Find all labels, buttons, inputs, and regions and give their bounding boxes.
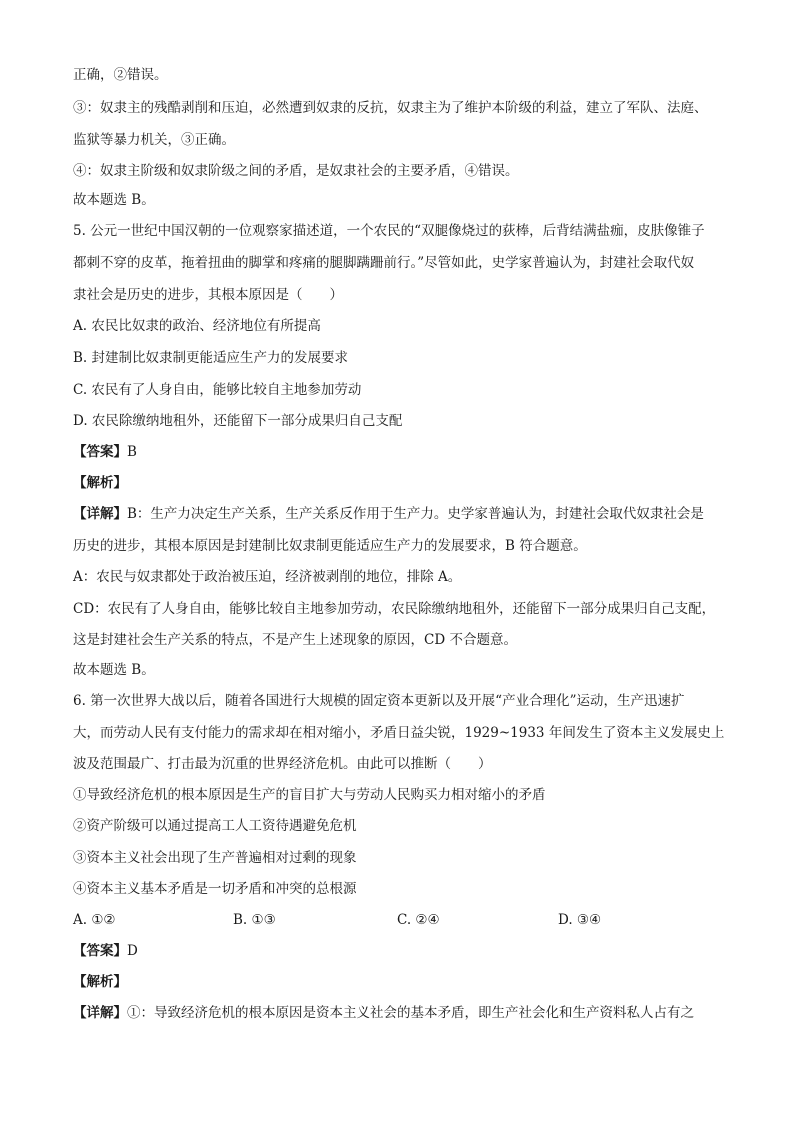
q6-detail-line-1 <box>73 1003 734 1023</box>
q6-option-b: B. ①③ <box>233 912 276 928</box>
q5-stem-line-2: 都刺不穿的皮革，拖着扭曲的脚掌和疼痛的腿脚蹒跚前行。”尽管如此，史学家普遍认为，封建社会取代奴 <box>73 255 695 271</box>
q5-detail-line-2: 历史的进步，其根本原因是封建制比奴隶制更能适应生产力的发展要求，B 符合题意。 <box>73 538 587 554</box>
q6-answer <box>73 941 734 961</box>
q5-detail-line-5: 这是封建社会生产关系的特点，不是产生上述现象的原因，CD 不合题意。 <box>73 632 517 648</box>
q6-option-c: C. ②④ <box>397 912 440 928</box>
q6-options-row <box>73 910 733 930</box>
q5-detail-text-1: B：生产力决定生产关系，生产关系反作用于生产力。史学家普遍认为，封建社会取代奴隶社会是 <box>127 506 704 522</box>
q5-option-c: C. 农民有了人身自由，能够比较自主地参加劳动 <box>73 382 362 398</box>
q5-detail-line-1 <box>73 504 734 524</box>
prev-continuation: 正确，②错误。 <box>73 67 168 83</box>
prev-conclusion: 故本题选 B。 <box>73 192 155 208</box>
q5-stem-line-1: 5. 公元一世纪中国汉朝的一位观察家描述道，一个农民的“双腿像烧过的荻棒，后背结满盐痂，皮肤像锥子 <box>73 223 705 239</box>
q6-answer-value: D <box>127 943 138 959</box>
q6-item-4: ④资本主义基本矛盾是一切矛盾和冲突的总根源 <box>73 881 357 897</box>
prev-item-3-line-1: ③：奴隶主的残酷剥削和压迫，必然遭到奴隶的反抗，奴隶主为了维护本阶级的利益，建立了军队、法庭、 <box>73 100 708 116</box>
q5-option-d: D. 农民除缴纳地租外，还能留下一部分成果归自己支配 <box>73 413 403 429</box>
q5-conclusion: 故本题选 B。 <box>73 662 155 678</box>
q6-analysis-label: 【解析】 <box>73 974 127 990</box>
q5-answer <box>73 442 734 462</box>
q6-stem-line-3: 波及范围最广、打击最为沉重的世界经济危机。由此可以推断（ ） <box>73 756 492 772</box>
q5-option-a: A. 农民比奴隶的政治、经济地位有所提高 <box>73 318 321 334</box>
q5-detail-label: 【详解】 <box>73 506 127 522</box>
q6-detail-label: 【详解】 <box>73 1005 127 1021</box>
q6-answer-label: 【答案】 <box>73 943 127 959</box>
q6-stem-line-1: 6. 第一次世界大战以后，随着各国进行大规模的固定资本更新以及开展“产业合理化”运动，生产迅速扩 <box>73 693 685 709</box>
q6-item-2: ②资产阶级可以通过提高工人工资待遇避免危机 <box>73 818 357 834</box>
q5-analysis-label: 【解析】 <box>73 475 127 491</box>
q5-detail-line-3: A：农民与奴隶都处于政治被压迫，经济被剥削的地位，排除 A。 <box>73 569 462 585</box>
q5-option-b: B. 封建制比奴隶制更能适应生产力的发展要求 <box>73 350 349 366</box>
q5-detail-line-4: CD：农民有了人身自由，能够比较自主地参加劳动，农民除缴纳地租外，还能留下一部分成果归自己支配， <box>73 601 716 617</box>
q6-detail-text-1: ①：导致经济危机的根本原因是资本主义社会的基本矛盾，即生产社会化和生产资料私人占有之 <box>127 1005 694 1021</box>
q6-stem-line-2: 大，而劳动人民有支付能力的需求却在相对缩小，矛盾日益尖锐，1929~1933 年间发生了资本主义发展史上 <box>73 725 725 741</box>
prev-item-3-line-2: 监狱等暴力机关，③正确。 <box>73 132 235 148</box>
q6-option-d: D. ③④ <box>558 912 602 928</box>
q6-option-a: A. ①② <box>73 912 116 928</box>
q5-stem-line-3: 隶社会是历史的进步，其根本原因是（ ） <box>73 287 343 303</box>
q6-item-1: ①导致经济危机的根本原因是生产的盲目扩大与劳动人民购买力相对缩小的矛盾 <box>73 787 546 803</box>
q5-answer-label: 【答案】 <box>73 444 127 460</box>
q6-item-3: ③资本主义社会出现了生产普遍相对过剩的现象 <box>73 850 357 866</box>
q5-answer-value: B <box>127 444 137 460</box>
prev-item-4: ④：奴隶主阶级和奴隶阶级之间的矛盾，是奴隶社会的主要矛盾，④错误。 <box>73 163 519 179</box>
